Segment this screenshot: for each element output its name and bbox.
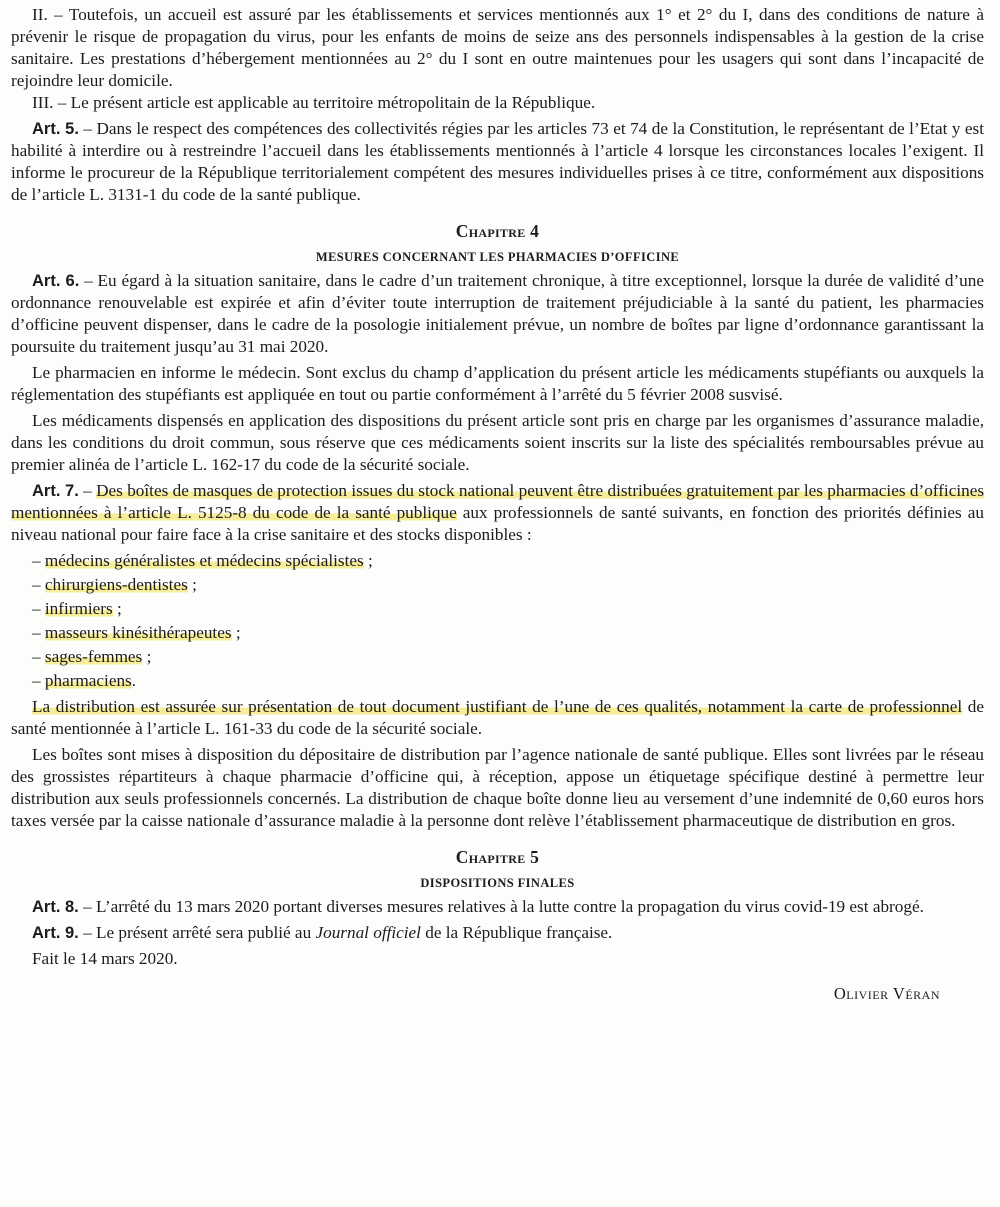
article-6 [11,270,984,358]
article-7 [11,480,984,546]
article-7-label: Art. 7. [32,482,79,500]
list-item [32,622,984,644]
list-dash: – [32,599,45,618]
signature: Olivier Véran [833,984,940,1003]
list-item-end: ; [112,599,122,618]
list-item-text: masseurs kinésithérapeutes [44,623,232,642]
article-7-paragraph-2 [11,696,984,740]
article-6-label: Art. 6. [32,272,80,290]
list-dash: – [32,671,45,690]
list-item-text: sages-femmes [44,647,143,666]
list-item-text: chirurgiens-dentistes [44,575,188,594]
list-dash: – [32,647,45,666]
list-item [32,574,984,596]
date-line: Fait le 14 mars 2020. [32,949,178,968]
article-7-highlight-2: La distribution est assurée sur présentation de tout document justifiant de l’une de ces qualités, notamment la carte de professionnel [32,697,963,716]
article-8-label: Art. 8. [32,898,79,916]
article-8-text: – L’arrêté du 13 mars 2020 portant diverses mesures relatives à la lutte contre la propagation du virus covid-19 est abrogé. [78,897,924,916]
article-7-highlight-1: Des boîtes de masques de protection issues du stock national peuvent être distribuées gratuitement par les pharmacies d’officines mentionnées à l’article L. 5125-8 du code de la santé publique [11,481,985,522]
chapter-5-subtitle: DISPOSITIONS FINALES [420,876,575,890]
chapter-5-title: Chapitre 5 [455,847,540,867]
article-7-text-2: de santé mentionnée à l’article L. 161-33 du code de la sécurité sociale. [11,697,984,738]
article-9-text-before: – Le présent arrêté sera publié au [78,923,316,942]
list-item-end: ; [363,551,373,570]
article-7-dash: – [78,481,97,500]
article-5-label: Art. 5. [32,120,79,138]
article-6-text: – Eu égard à la situation sanitaire, dans le cadre d’un traitement chronique, à titre exceptionnel, lorsque la durée de validité d’une ordonnance renouvelable est expirée et afin d’éviter toute interruption de traitement préjudiciable à la santé du patient, les pharmacies d’officine peuvent dispenser, dans le cadre de la posologie initialement prévue, un nombre de boîtes par ligne d’ordonnance garantissant la poursuite du traitement jusqu’au 31 mai 2020. [11,271,984,356]
list-item-end: ; [231,623,241,642]
list-item-end: ; [142,647,152,666]
article-7-text-1: aux professionnels de santé suivants, en fonction des priorités définies au niveau national pour faire face à la crise sanitaire et des stocks disponibles : [11,503,984,544]
list-item-end: ; [187,575,197,594]
list-item [32,550,984,572]
list-dash: – [32,575,45,594]
article-6-paragraph-2: Le pharmacien en informe le médecin. Sont exclus du champ d’application du présent article les médicaments stupéfiants ou auxquels la réglementation des stupéfiants est appliquée en tout ou partie conformément à l’arrêté du 5 février 2008 susvisé. [11,363,984,404]
list-item [32,670,984,692]
list-item-text: médecins généralistes et médecins spécialistes [44,551,364,570]
article-9-text-after: de la République française. [420,923,613,942]
list-item-text: pharmaciens [44,671,132,690]
health-professionals-list [11,550,984,692]
list-dash: – [32,551,45,570]
article-7-paragraph-3: Les boîtes sont mises à disposition du dépositaire de distribution par l’agence nationale de santé publique. Elles sont livrées par le réseau des grossistes répartiteurs à chaque pharmacie d’officine qui, à réception, appose un étiquetage spécifique destiné à permettre leur distribution aux seuls professionnels concernés. La distribution de chaque boîte donne lieu au versement d’une indemnité de 0,60 euros hors taxes versée par la caisse nationale d’assurance maladie à la personne dont relève l’établissement pharmaceutique de distribution en gros. [11,745,984,830]
journal-officiel-italic: Journal officiel [315,923,421,942]
article-9-label: Art. 9. [32,924,79,942]
chapter-4-subtitle: MESURES CONCERNANT LES PHARMACIES D’OFFICINE [315,250,680,264]
paragraph-iii: III. – Le présent article est applicable au territoire métropolitain de la République. [32,93,596,112]
chapter-4-title: Chapitre 4 [455,221,540,241]
article-5 [11,118,984,206]
article-5-text: – Dans le respect des compétences des collectivités régies par les articles 73 et 74 de la Constitution, le représentant de l’Etat y est habilité à interdire ou à restreindre l’accueil dans les établissements mentionnés à l’article 4 lorsque les circonstances locales l’exigent. Il informe le procureur de la République territorialement compétent des mesures individuelles prises à ce titre, conformément aux dispositions de l’article L. 3131-1 du code de la santé publique. [11,119,984,204]
article-6-paragraph-3: Les médicaments dispensés en application des dispositions du présent article sont pris en charge par les organismes d’assurance maladie, dans les conditions du droit commun, sous réserve que ces médicaments soient inscrits sur la liste des spécialités remboursables prévue au premier alinéa de l’article L. 162-17 du code de la sécurité sociale. [11,411,984,474]
list-item [32,646,984,668]
article-8 [11,896,984,918]
paragraph-ii: II. – Toutefois, un accueil est assuré par les établissements et services mentionnés aux 1° et 2° du I, dans des conditions de nature à prévenir le risque de propagation du virus, pour les enfants de moins de seize ans des personnels indispensables à la gestion de la crise sanitaire. Les prestations d’hébergement mentionnées au 2° du I sont en outre maintenues pour les usagers qui sont dans l’incapacité de rejoindre leur domicile. [11,5,984,90]
list-item [32,598,984,620]
list-dash: – [32,623,45,642]
article-9 [11,922,984,944]
list-item-end: . [131,671,137,690]
list-item-text: infirmiers [44,599,113,618]
